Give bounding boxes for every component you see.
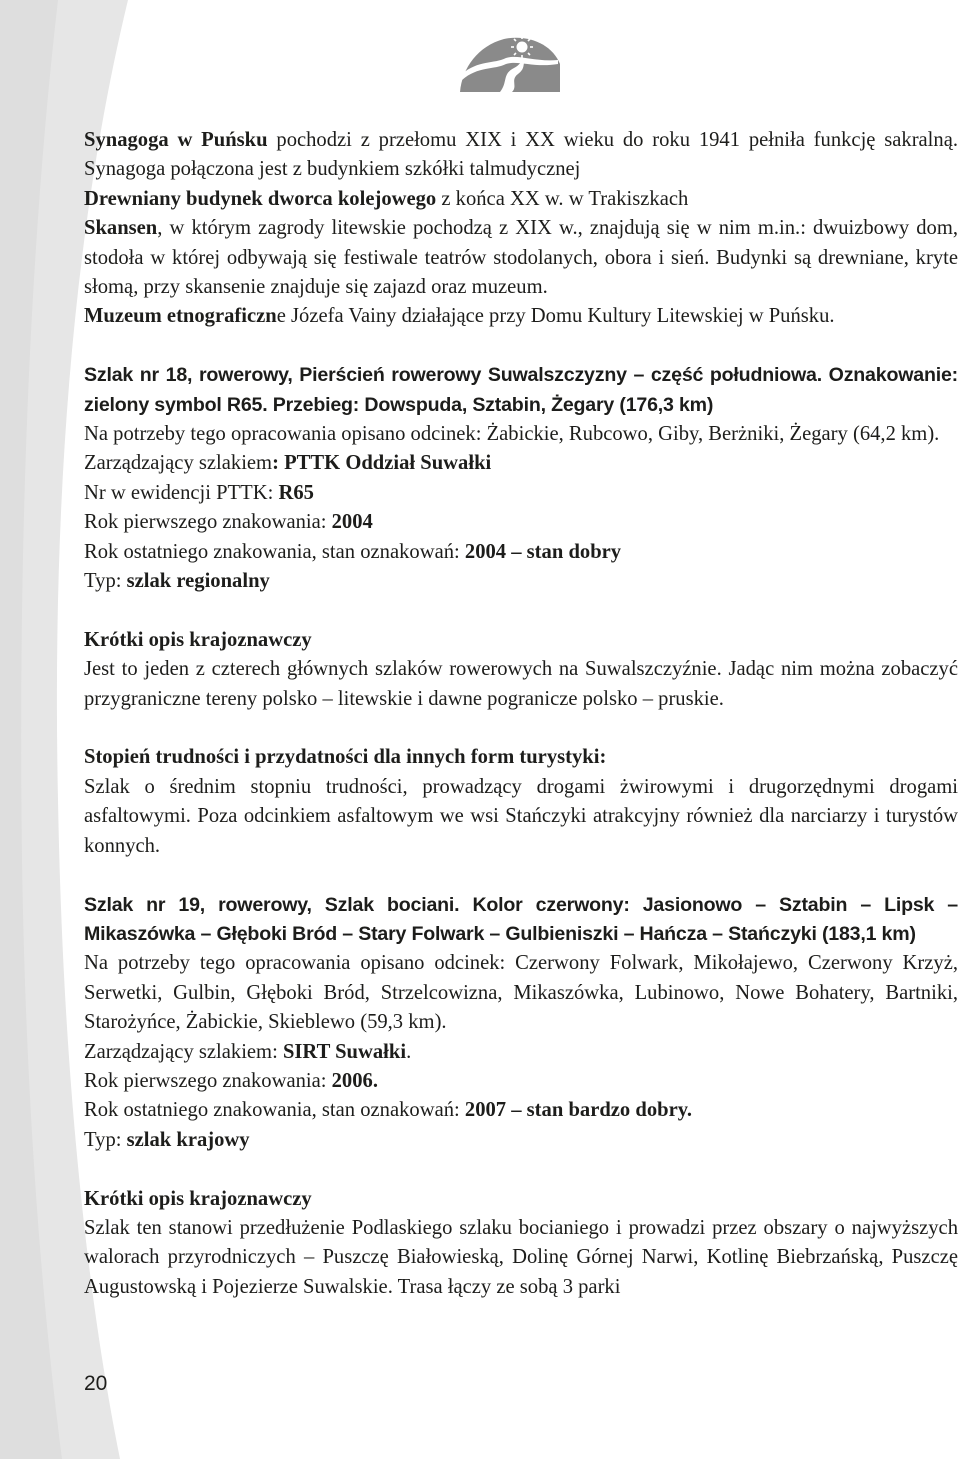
- museum-paragraph: [84, 302, 958, 331]
- trail19-desc-text: Szlak ten stanowi przedłużenie Podlaskiego szlaku bocianiego i prowadzi przez obszary o najwyższych walorach przyrodniczych – Puszczę Białowieską, Dolinę Górnej Narwi, Kotlinę Biebrzańską, Puszczę Augustowską i Pojezierze Suwalskie. Trasa łączy ze sobą 3 parki: [84, 1216, 958, 1298]
- synagogue-title: Synagoga w Puńsku: [84, 129, 268, 151]
- station-text: z końca XX w. w Trakiszkach: [436, 187, 689, 210]
- spacer: [84, 861, 958, 890]
- trail19-last-label: Rok ostatniego znakowania, stan oznakowań:: [84, 1099, 465, 1122]
- spacer: [84, 1155, 958, 1184]
- trail18-evidence-value: R65: [278, 481, 314, 504]
- trail19-described: Na potrzeby tego opracowania opisano odcinek: Czerwony Folwark, Mikołajewo, Czerwony Krzyż, Serwetki, Gulbin, Głęboki Bród, Strzelcowizna, Mikaszówka, Lubinowo, Nowe Bohatery, Bartniki, Starożyńce, Żabickie, Skieblewo (59,3 km).: [84, 952, 958, 1034]
- spacer: [84, 332, 958, 361]
- trail18-desc-text: Jest to jeden z czterech głównych szlaków rowerowych na Suwalszczyźnie. Jadąc nim można zobaczyć przygraniczne tereny polsko – litewskie i dawne pogranicze polsko – pruskie.: [84, 658, 958, 710]
- trail19-first-marking: [84, 1067, 958, 1096]
- trail18-first-label: Rok pierwszego znakowania:: [84, 511, 332, 534]
- museum-text: e Józefa Vainy działające przy Domu Kultury Litewskiej w Puńsku.: [276, 305, 835, 328]
- spacer: [84, 596, 958, 625]
- skansen-text: , w którym zagrody litewskie pochodzą z XIX w., znajdują się w nim m.in.: dwuizbowy dom, stodoła w której odbywają się festiwale teatrów stodolanych, obora i sień. Budynki są drewniane, kryte słomą, przy skansenie znajduje się zajazd oraz muzeum.: [84, 217, 958, 299]
- page-number: 20: [84, 1372, 108, 1395]
- trail19-manager: [84, 1038, 958, 1067]
- trail18-difficulty-text: Szlak o średnim stopniu trudności, prowadzący drogami żwirowymi i drugorzędnymi drogami asfaltowymi. Poza odcinkiem asfaltowym we wsi Stańczyki atrakcyjny również dla narciarzy i turystów konnych.: [84, 775, 958, 857]
- skansen-title: Skansen: [84, 217, 158, 240]
- trail18-last-marking: [84, 538, 958, 567]
- trail18-type-label: Typ:: [84, 570, 127, 593]
- station-title: Drewniany budynek dworca kolejowego: [84, 187, 437, 210]
- trail19-last-marking: [84, 1096, 958, 1125]
- station-paragraph: [84, 185, 958, 214]
- trail18-desc-heading: Krótki opis krajoznawczy: [84, 628, 312, 651]
- trail19-type-label: Typ:: [84, 1128, 127, 1151]
- trail18-difficulty-heading: Stopień trudności i przydatności dla innych form turystyki:: [84, 746, 607, 769]
- trail18-last-value: 2004 – stan dobry: [464, 540, 622, 563]
- trail19-first-label: Rok pierwszego znakowania:: [84, 1069, 332, 1092]
- trail18-manager-label: Zarządzający szlakiem: [84, 452, 273, 475]
- trail18-type: [84, 567, 958, 596]
- trail19-type-value: szlak krajowy: [126, 1128, 250, 1151]
- trail18-last-label: Rok ostatniego znakowania, stan oznakowań:: [84, 540, 465, 563]
- trail19-desc-heading: Krótki opis krajoznawczy: [84, 1187, 312, 1210]
- trail19-last-value: 2007 – stan bardzo dobry.: [464, 1099, 693, 1122]
- trail18-first-marking: [84, 508, 958, 537]
- trail18-heading: Szlak nr 18, rowerowy, Pierścień rowerowy Suwalszczyzny – część południowa. Oznakowanie: zielony symbol R65. Przebieg: Dowspuda, Sztabin, Żegary (176,3 km): [84, 364, 958, 416]
- spacer: [84, 714, 958, 743]
- trail18-evidence-label: Nr w ewidencji PTTK:: [84, 481, 279, 504]
- trail18-evidence: [84, 479, 958, 508]
- trail18-manager-value: : PTTK Oddział Suwałki: [272, 452, 492, 475]
- trail19-manager-value: SIRT Suwałki: [282, 1040, 407, 1063]
- synagogue-text: pochodzi z przełomu XIX i XX wieku do roku 1941 pełniła funkcję sakralną. Synagoga połączona jest z budynkiem szkółki talmudycznej: [84, 129, 958, 181]
- trail19-manager-end: .: [406, 1040, 412, 1063]
- trail18-described: Na potrzeby tego opracowania opisano odcinek: Żabickie, Rubcowo, Giby, Berżniki, Żegary (64,2 km).: [84, 423, 940, 446]
- trail18-type-value: szlak regionalny: [126, 570, 270, 593]
- page-content: [84, 126, 958, 1302]
- trail18-manager: [84, 449, 958, 478]
- synagogue-paragraph: [84, 126, 958, 185]
- skansen-paragraph: [84, 214, 958, 302]
- trail18-first-value: 2004: [331, 511, 373, 534]
- trail19-manager-label: Zarządzający szlakiem:: [84, 1040, 283, 1063]
- trail19-heading: Szlak nr 19, rowerowy, Szlak bociani. Kolor czerwony: Jasionowo – Sztabin – Lipsk – Mikaszówka – Głęboki Bród – Stary Folwark – Gulbieniszki – Hańcza – Stańczyki (183,1 km): [84, 893, 958, 945]
- trail19-type: [84, 1126, 958, 1155]
- museum-title: Muzeum etnograficzn: [84, 305, 277, 328]
- mountain-landscape-sun-logo: [456, 30, 562, 96]
- trail19-first-value: 2006.: [331, 1069, 378, 1092]
